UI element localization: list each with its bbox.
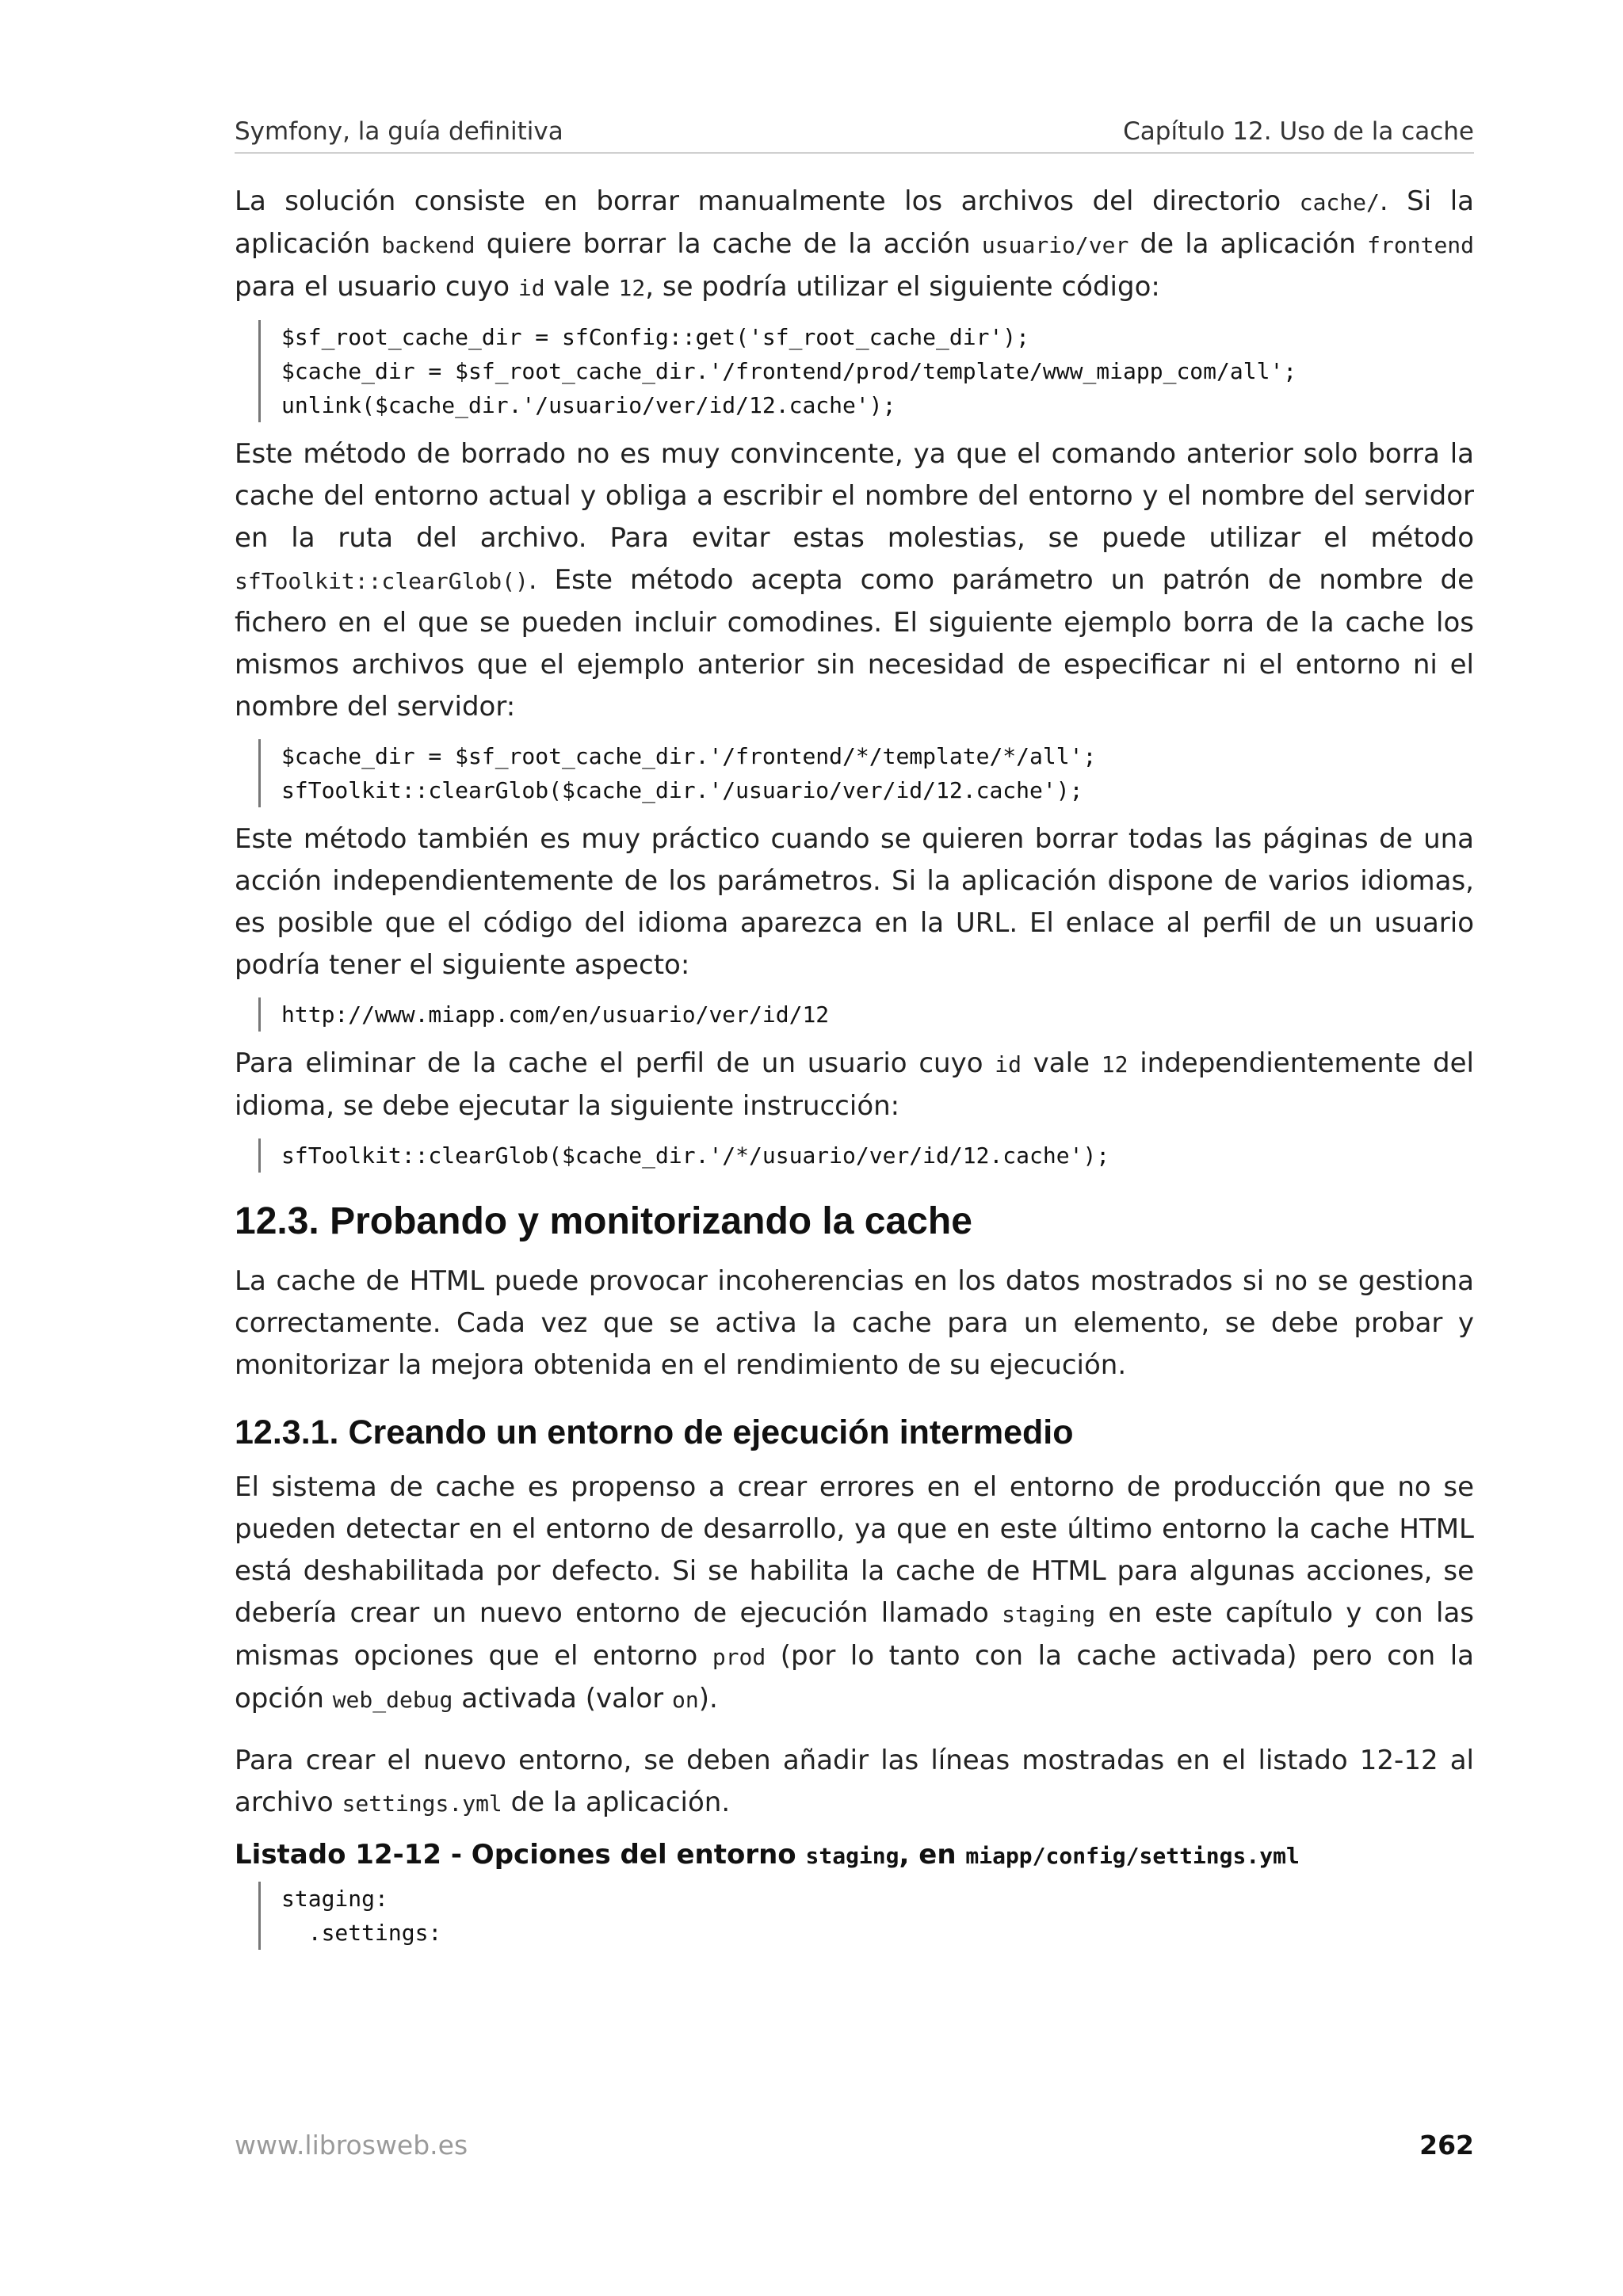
inline-code: sfToolkit::clearGlob() (235, 568, 529, 594)
text: Para crear el nuevo entorno, se deben añadir las líneas mostradas en el listado 12-12 al archivo (235, 1745, 1474, 1818)
text: , en (899, 1839, 966, 1871)
text: ). (698, 1683, 718, 1714)
inline-code: staging (805, 1843, 899, 1869)
code-block-clearglob-all: sfToolkit::clearGlob($cache_dir.'/*/usuario/ver/id/12.cache'); (258, 1138, 1474, 1173)
text: para el usuario cuyo (235, 271, 518, 303)
text: El sistema de cache es propenso a crear errores en el entorno de producción que no se pueden detectar en el entorno de desarrollo, ya que en este último entorno la cache HTML está deshabilitada por defecto. Si se habilita la cache de HTML para algunas acciones, se debería crear un nuevo entorno de ejecución llamado (235, 1471, 1474, 1629)
text: de la aplicación. (502, 1787, 731, 1818)
site-link[interactable]: www.librosweb.es (235, 2130, 468, 2161)
text: . Este método acepta como parámetro un patrón de nombre de fichero en el que se pueden incluir comodines. El siguiente ejemplo borra de la cache los mismos archivos que el ejemplo anterior sin necesidad de especificar ni el entorno ni el nombre del servidor: (235, 564, 1474, 723)
paragraph-remove-profile (235, 1043, 1474, 1127)
text: , se podría utilizar el siguiente código: (645, 271, 1160, 303)
inline-code: settings.yml (342, 1791, 502, 1817)
page-footer (235, 2130, 1474, 2161)
paragraph-create-env (235, 1740, 1474, 1825)
text: (por lo tanto con la cache activada) pero con la opción (235, 1640, 1474, 1714)
text: de la aplicación (1128, 228, 1368, 260)
inline-code: backend (381, 232, 475, 258)
code-block-clearglob: $cache_dir = $sf_root_cache_dir.'/frontend/*/template/*/all'; sfToolkit::clearGlob($cache_dir.'/usuario/ver/id/12.cache'); (258, 739, 1474, 807)
running-header (235, 111, 1474, 154)
paragraph-clearglob (235, 433, 1474, 728)
paragraph-intro (235, 181, 1474, 309)
inline-code: usuario/ver (981, 232, 1129, 258)
inline-code: prod (712, 1644, 766, 1670)
listing-caption (235, 1839, 1474, 1871)
chapter-title: Capítulo 12. Uso de la cache (1123, 117, 1474, 146)
inline-code: on (671, 1687, 699, 1713)
inline-code: web_debug (332, 1687, 453, 1713)
code-block-unlink: $sf_root_cache_dir = sfConfig::get('sf_root_cache_dir'); $cache_dir = $sf_root_cache_dir.'/frontend/prod/template/www_miapp_com/all'; unlink($cache_dir.'/usuario/ver/id/12.cache'); (258, 320, 1474, 422)
inline-code: 12 (618, 275, 646, 301)
code-block-url: http://www.miapp.com/en/usuario/ver/id/12 (258, 997, 1474, 1032)
inline-code: id (517, 275, 545, 301)
inline-code: cache/ (1299, 189, 1380, 215)
code-block-settings: staging: .settings: (258, 1882, 1474, 1950)
text: activada (valor (453, 1683, 672, 1714)
text: independientemente del idioma, se debe ejecutar la siguiente instrucción: (235, 1047, 1475, 1122)
text: quiere borrar la cache de la acción (475, 228, 982, 260)
text: . Si la aplicación (235, 185, 1475, 260)
text: Listado 12-12 - Opciones del entorno (235, 1839, 806, 1871)
text: vale (1021, 1047, 1102, 1079)
paragraph-staging (235, 1466, 1474, 1721)
book-title: Symfony, la guía definitiva (235, 117, 563, 146)
inline-code: id (995, 1051, 1022, 1077)
text: Para eliminar de la cache el perfil de un usuario cuyo (235, 1047, 995, 1079)
page-content (235, 111, 1474, 1961)
inline-code: frontend (1367, 232, 1475, 258)
section-heading: 12.3. Probando y monitorizando la cache (235, 1200, 972, 1242)
inline-code: 12 (1101, 1051, 1128, 1077)
text: La solución consiste en borrar manualmente los archivos del directorio (235, 185, 1300, 217)
inline-code: staging (1002, 1601, 1096, 1627)
page-number: 262 (1419, 2130, 1474, 2161)
paragraph-languages: Este método también es muy práctico cuando se quieren borrar todas las páginas de una acción independientemente de los parámetros. Si la aplicación dispone de varios idiomas, es posible que el código del idioma aparezca en la URL. El enlace al perfil de un usuario podría tener el siguiente aspecto: (235, 823, 1474, 981)
text: vale (544, 271, 619, 303)
text: Este método de borrado no es muy convincente, ya que el comando anterior solo borra la cache del entorno actual y obliga a escribir el nombre del entorno y el nombre del servidor en la ruta del archivo. Para evitar estas molestias, se puede utilizar el método (235, 438, 1474, 554)
paragraph-testing: La cache de HTML puede provocar incoherencias en los datos mostrados si no se gestiona correctamente. Cada vez que se activa la cache para un elemento, se debe probar y monitorizar la mejora obtenida en el rendimiento de su ejecución. (235, 1265, 1474, 1381)
subsection-heading: 12.3.1. Creando un entorno de ejecución intermedio (235, 1413, 1074, 1451)
inline-code: miapp/config/settings.yml (965, 1843, 1300, 1869)
text: en este capítulo y con las mismas opciones que el entorno (235, 1597, 1474, 1672)
